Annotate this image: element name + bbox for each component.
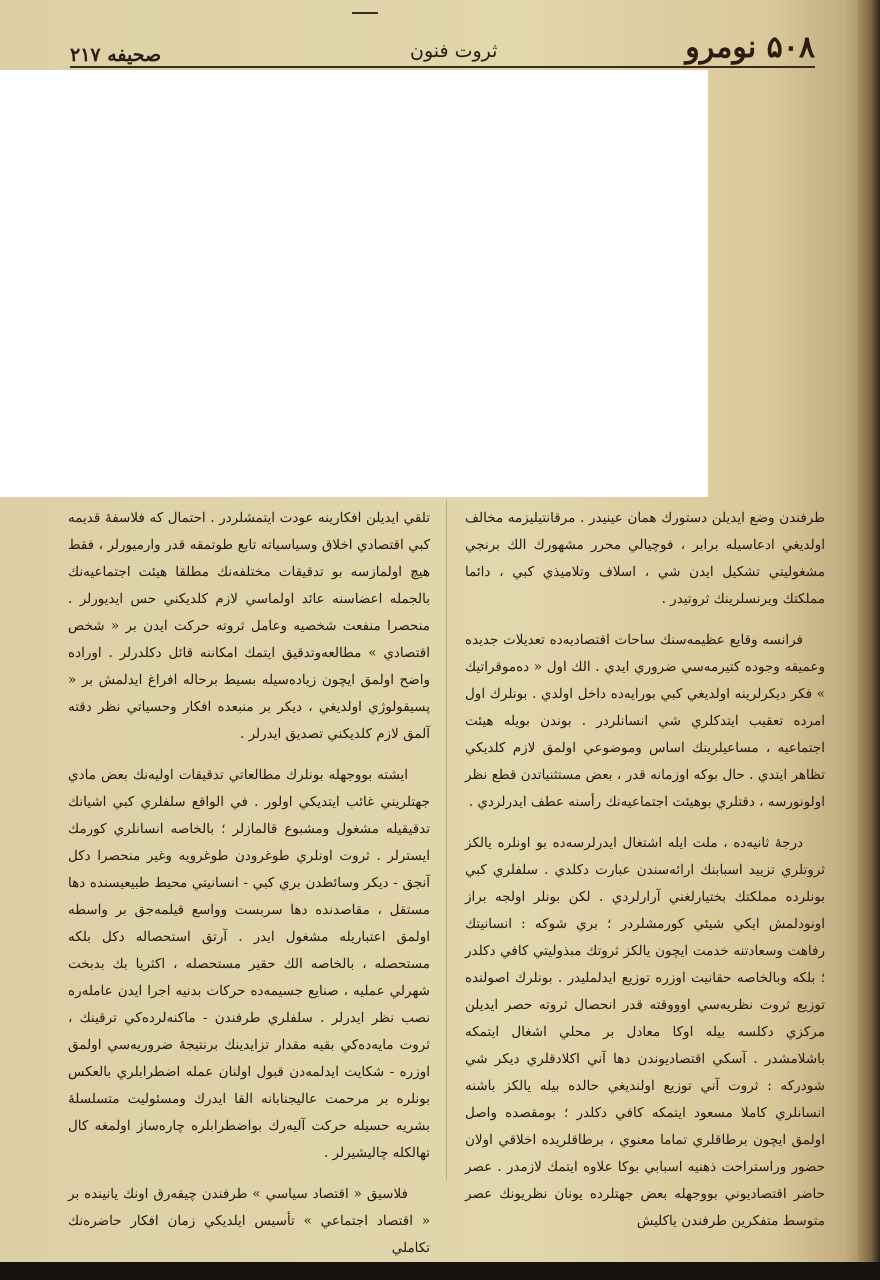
blank-redaction-area (0, 70, 708, 497)
top-mark (352, 12, 378, 14)
left-paragraph-1: تلقي ايديلن افكارينه عودت ايتمشلردر . احتمال كه فلاسفهٔ قديمه كبي اقتصادي اخلاق وسياسياته تابع طوتمقه قدر وارميورلر ، فقط هيچ اولمازسه بو تدقيقات مختلفه‌نك مطلقا هيئت اجتماعيه‌نك بالجمله اعضاسنه عائد اولماسي لازم كلديكني حس ايديورلر . منحصرا منفعت شخصيه وعامل ثروته حركت ايدن بر « شخص اقتصادي » مطالعه‌وتدقيق ايتمك امكاننه قائل دكلدرلر . اوراده واضح اولمق ايچون زياده‌سيله بسيط برحاله افراغ ايدلمش بر « پسيقولوژي اولديغي ، ديكر بر منبعده افكار وحسياتي نظر دقته آلمق لازم كلديكني تصديق ايدرلر . (68, 510, 430, 742)
right-paragraph-3: درجهٔ ثانيه‌ده ، ملت ايله اشتغال ايدرلرسه‌ده بو اونلره يالكز ثروتلري تزييد اسبابنك ارائه‌سندن عبارت دكلدي . سلفلري كبي بونلرده مملكتك بختيارلغني آرارلردي . لكن بونلر اولجه براز اونودلمش ايكي شيئي كورمشلردر ؛ بري شوكه : انسانيتك رفاهت وسعادتنه خدمت ايچون يالكز ثروتك مبذولیتي كافي دكلدر ؛ بلكه وبالخاصه حقانيت اوزره توزيع ايدلمليدر . بونلرك اصولنده توزيع ثروت نظريه‌سي اوووقته قدر انحصال ثروته حصر ايديلن مركزي دكلسه بيله اوكا معادل بر محلي اشغال ايتمكه باشلامشدر . آسكي اقتصاديوندن دها آني اكلادقلري ديكر شي شودركه : ثروت آني توزيع اولنديغي حالده بيله يالكز باشنه انسانلري كاملا مسعود ايتمكه كافي دكلدر ؛ بومقصده واصل اولمق ايچون برطاقلري تماما معنوي ، برطاقلريده اخلاقي اولان حضور وراستراحت ذهنيه اسبابي بوكا علاوه ايتمك لازمدر . عصر حاضر اقتصاديوني بووجهله بعض جهتلرده يونان نظريونك عصر متوسط متفكرين طرفندن ياكليش (465, 835, 825, 1229)
binding-spine (858, 0, 880, 1280)
scan-bottom-edge (0, 1262, 880, 1280)
right-paragraph-1: طرفندن وضع ايديلن دستورك همان عينيدر . مرقانتيليزمه مخالف اولديغي ادعاسيله برابر ، فوچيالي محرر مشهورك الك برنجي مشغوليتي تشكيل ايدن شي ، اسلاف وتلاميذي كبي ، دائما مملكتك ويرنسلرينك ثروتيدر . (465, 510, 825, 607)
journal-title: ثروت فنون (410, 40, 498, 62)
page-header (70, 30, 815, 70)
left-column (68, 505, 430, 1256)
right-column (465, 505, 825, 1229)
left-paragraph-3: فلاسيق « اقتصاد سياسي » طرفندن چيقه‌رق اونك يانينده بر « اقتصاد اجتماعي » تأسيس ايلديكي زمان افكار حاضره‌نك تكاملي (68, 1186, 430, 1256)
header-rule (70, 66, 815, 68)
right-paragraph-2: فرانسه وقايع عظيمه‌سنك ساحات اقتصاديه‌ده تعديلات جديده وعميقه وجوده كتيرمه‌سي ضروري ايدي . الك اول « ده‌موقراتيك » فكر ديكرلرينه اولديغي كبي بورايه‌ده داخل اولدي . بونلرك اول امرده تعقيب ايتدكلري شي انسانلردر . بوندن بويله هيئت اجتماعيه ، مساعيلرينك اساس وموضوعي اولمق لازم كلديكي تظاهر ايتدي . حال بوكه اوزمانه قدر ، بعض مستثنياتدن قطع نظر اولونورسه ، دقتلري بوهيئت اجتماعيه‌نك رأسنه عطف ايدرلردي . (465, 632, 825, 810)
page-number: صحيفه ۲۱۷ (70, 44, 162, 66)
issue-number: ۵۰۸ نومرو (685, 30, 815, 65)
column-divider (446, 500, 447, 1180)
left-paragraph-2: ايشته بووجهله بونلرك مطالعاتي تدقيقات اوليه‌نك بعض مادي جهتلريني غائب ايتديكي اولور . في الواقع سلفلري كبي اشيانك تدقيقيله مشغول ومشبوع قالمازلر ؛ بالخاصه انسانلري كورمك ايسترلر . ثروت اونلري طوغرودن طوغرويه وغير منحصرا دكل آنجق - ديكر وسائطدن بري كبي - انسانيتي محيط طبيعيسنده دها مستقل ، مقاصدنده دها سربست وواسع قيلمه‌جق بر واسطه اولمق اعتباريله مشغول ايدر . آرتق استحصاله دكل بلكه مستحصله ، بالخاصه الك حقير مستحصله ، اكثريا بك بدبخت شهرلي عمليه ، صنايع جسيمه‌ده حركات بدنيه اجرا ايدن عامله‌ره نصب نظر ايدرلر . سلفلري طرفندن - ماكنه‌لرده‌كي ترقينك ، ثروت مايه‌ده‌كي بقيه مقدار تزايدينك برنتيجهٔ ضروريه‌سي اولمق اوزره - شكايت ايدلمه‌دن قبول اولنان عمله اضطرابلري بالعكس بونلره بر مرحمت عالیجنابانه القا ايدرك ومسئوليت متسلسلهٔ بشريه حسيله حركت آليه‌رك بواضطرابلره چاره‌ساز اولمغه كال تهالكله چاليشيرلر . (68, 767, 430, 1161)
